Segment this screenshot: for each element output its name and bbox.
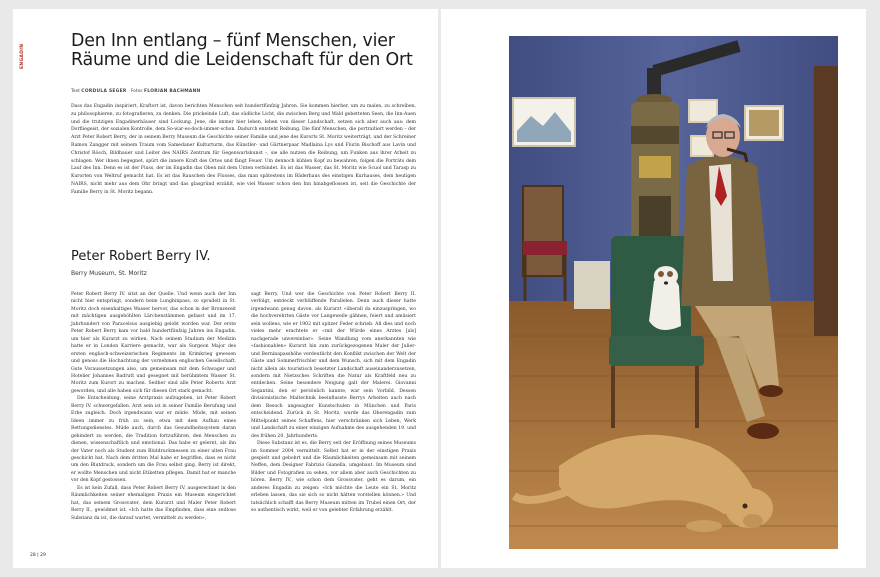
paragraph: sagt Berry. Und wer die Geschichte von Peter Robert Berry II. verfolgt, entdeckt verblüffende Parallelen. Denn auch dieser hatte irgendwann genug davon, als Kurarzt «überall da einzuspringen, wo die hochverehrten Gäste vor Langeweile gähnen, feiert und amüsiert sein wollens, wie er 1902 mit spitzer Feder schrieb. All dies und noch vieles mehr erachtete er «mit der Würde eines Arztes [als] nachgerade unvereinbar». Seine Wandlung vom anerkannten wie «fashionablen» Kurarzt hin zum zurückgezogenen Maler der Julier- und Berninapasshöhe verdeutlicht den Konflikt zwischen der Welt der Gäste und Sommerfrischler und dem Wunsch, sich mit dem Engadin nicht allein als touristisch besetzter Landschaft auseinanderzusetzen, sondern mit Nietzsches Schriften die Natur als Kraftfeld neu zu entdecken. Seine besondere Neigung galt der Malerei. Giovanni Segantini, den er persönlich kannte, war sein Vorbild. Dessen divisionistische Maltechnik beeinflusste Berrys Arbeiten auch nach dem Besuch angesagter Kunstschulen in München und Paris entscheidend. Zurück in St. Moritz, wurde das Oberengadin zum Mittelpunkt seines Schaffens, hier verschränken sich Leben, Werk und Landschaft zu einer einzigen Aufnahme des ausgehenden 19. und des frühen 20. Jahrhunderts. — [251, 292, 416, 439]
section-subtitle: Berry Museum, St. Moritz — [71, 270, 147, 277]
paragraph: Die Entscheidung, seine Arztpraxis aufzugeben, ist Peter Robert Berry IV. schwergefallen. Arzt sein ist in seiner Familie Berufung und Erbe zugleich. Doch irgendwann war er müde. Müde, mit seinen Ideen immer zu früh zu sein, etwa mit dem Aufbau eines Rettungsdienstes. Müde auch, durch das Gesundheitssystem daran gehindert zu werden, die Tradition fortzuführen, den Menschen zu dienen, wissenschaftlich und emotional. Das habe er gelernt, als ihn der Vater noch als Student zum Blutdruckmessen zu einer alten Frau geschickt hat. Nach dem dritten Mal habe er begriffen, dass es nicht um den Blutdruck, sondern um die Frau selbst ging. Berry ist direkt, er wollte Menschen und nicht Etiketten pflegen. Damit hat er manche vor den Kopf gestossen. — [71, 396, 236, 484]
photographer-name: FLORIAN BACHMANN — [143, 89, 201, 94]
paragraph: Peter Robert Berry IV. sitzt an der Quelle. Und wenn auch der Inn nicht hier entspringt, sondern beim Lunghinpass, so sprudelt in St. Moritz doch eisenhaltiges Wasser hervor, das schon in der Bronzezeit mit mächtigen ausgehöhlten Lärchenstämmen gefasst und im 17. Jahrhundert von Paracelsus ausgiebig gelobt worden war. Der erste Peter Robert Berry kam vor bald hundertfünfzig Jahren ins Engadin, um hier als Kurarzt zu wirken. Nach seinem Studium der Medizin hatte er in London Karriere gemacht, war als Surgeon Major des ersten englisch-schweizerischen Regiments im Krimkrieg gewesen und genoss die Hochachtung der vornehmen englischen Gesellschaft. Gute Voraussetzungen also, um gemeinsam mit dem Schwager und Hotelier Johannes Badrutt und gesegnet mit berühmtem Wasser St. Moritz zum Kurort zu machen. Seither sind alle Peter Roberts Arzt geworden, und alle haben sich für diesen Ort stark gemacht. — [71, 292, 236, 394]
page-number: 28 | 29 — [30, 553, 46, 558]
paragraph: Diese Substanz ist es, die Berry seit der Eröffnung seines Museums im Sommer 2004 vermittelt. Selbst hat er in der einstigen Praxis gespielt und gebohrt und die Räumlichkeiten gemeinsam mit seinem Neffen, dem Designer Fabrizio Gianella, umgebaut. Im Museum sind Bilder und Fotografien zu sehen, vor allem aber auch Geschichten zu hören. Berry IV., wie schon dem Grossvater, geht es darum, ein anderes Engadin zu zeigen: «Ich möchte die Leute ein St. Moritz erleben lassen, das sie sich so nicht hätten vorstellen können.» Und tatsächlich schafft das Berry Museum mitten im Trubel einen Ort, der so authentisch wirkt, weil er von gelebter Erfahrung erzählt. — [251, 441, 416, 514]
portrait-photo — [509, 36, 838, 549]
text-column-2 — [251, 291, 416, 515]
left-page — [13, 9, 438, 568]
text-column-1 — [71, 291, 236, 522]
text-label: Text — [71, 89, 80, 94]
right-page — [441, 9, 866, 568]
paragraph: Es ist kein Zufall, dass Peter Robert Berry IV. ausgerechnet in den Räumlichkeiten seiner ehemaligen Praxis ein Museum eingerichtet hat, das seinem Grossvater, dem Kurarzt und Maler Peter Robert Berry II., gewidmet ist. «Ich hatte das Empfinden, dass eine zeitlose Substanz da ist, die darauf wartet, vermittelt zu werden», — [71, 485, 236, 521]
running-head: ENGADIN — [20, 43, 25, 69]
photo-label: Fotos — [130, 89, 143, 94]
intro-paragraph: Dass das Engadin inspiriert, Kraftort ist, davon berichten Menschen seit hundertfünfzig Jahren. Sie kommen hierher, um zu malen, zu schreiben, zu philosophieren, zu fotografieren, zu denken. Die prickelnde Luft, das südliche Licht, die zwischen Berg und Wald gebetteten Seen, die Inn-Auen und die trutzigen Engadinerhäuser sind Lockung. Jene, die immer hier leben, leben von dieser Landschaft, setzen sich aber auch aus: dem Dorfliegeist, der sozialen Kontrolle, dem So-war-es-doch-immer-schon. Dadurch entsteht Reibung. Die fünf Menschen, die portraitiert werden – der Arzt Peter Robert Berry, der in seinem Berry Museum die Geschichte seiner Familie und jene des Kurorts St. Moritz weiterträgt, und der Schreiner Ramon Zangger mit seinem Traum vom Samedaner Kulturturm, das Künstler- und Gärtnerpaar Madlaina Lys und Flurin Bischoff aus Lavin und Christof Rösch, Bildhauer und Leiter des NAIRS Zentrum für Gegenwartskunst –, sie alle nutzen die Reibung, um Funken aus ihrer Arbeit zu schlagen. Wer ihnen begegnet, spürt die innere Kraft des Ortes und fängt Feuer. Um dennoch kühlen Kopf zu bewahren, folgen die Porträts dem Lauf des Inn. Denn es ist der Fluss, der im Engadin das Oben mit dem Unten verbindet. Es ist das Wasser, das St. Moritz wie Scuol und Tarasp zu Kurorten von Weltruf gemacht hat. Es ist das Rauschen des Flusses, das man spätestens im Bäderhaus des einstigen Kurhauses, dem heutigen NAIRS, nicht mehr aus dem Ohr bringt und das glasgründ erzählt, wie viel Wasser schon den Inn hinabgeflossen ist, seit die Geschichte der Familie Berry in St. Moritz begann. — [71, 104, 416, 195]
author-name: CORDULA SEGER — [81, 89, 127, 94]
article-title: Den Inn entlang – fünf Menschen, vier Räume und die Leidenschaft für den Ort — [71, 31, 413, 70]
portrait-illustration — [509, 36, 838, 549]
section-title: Peter Robert Berry IV. — [71, 249, 211, 264]
byline — [71, 89, 201, 94]
